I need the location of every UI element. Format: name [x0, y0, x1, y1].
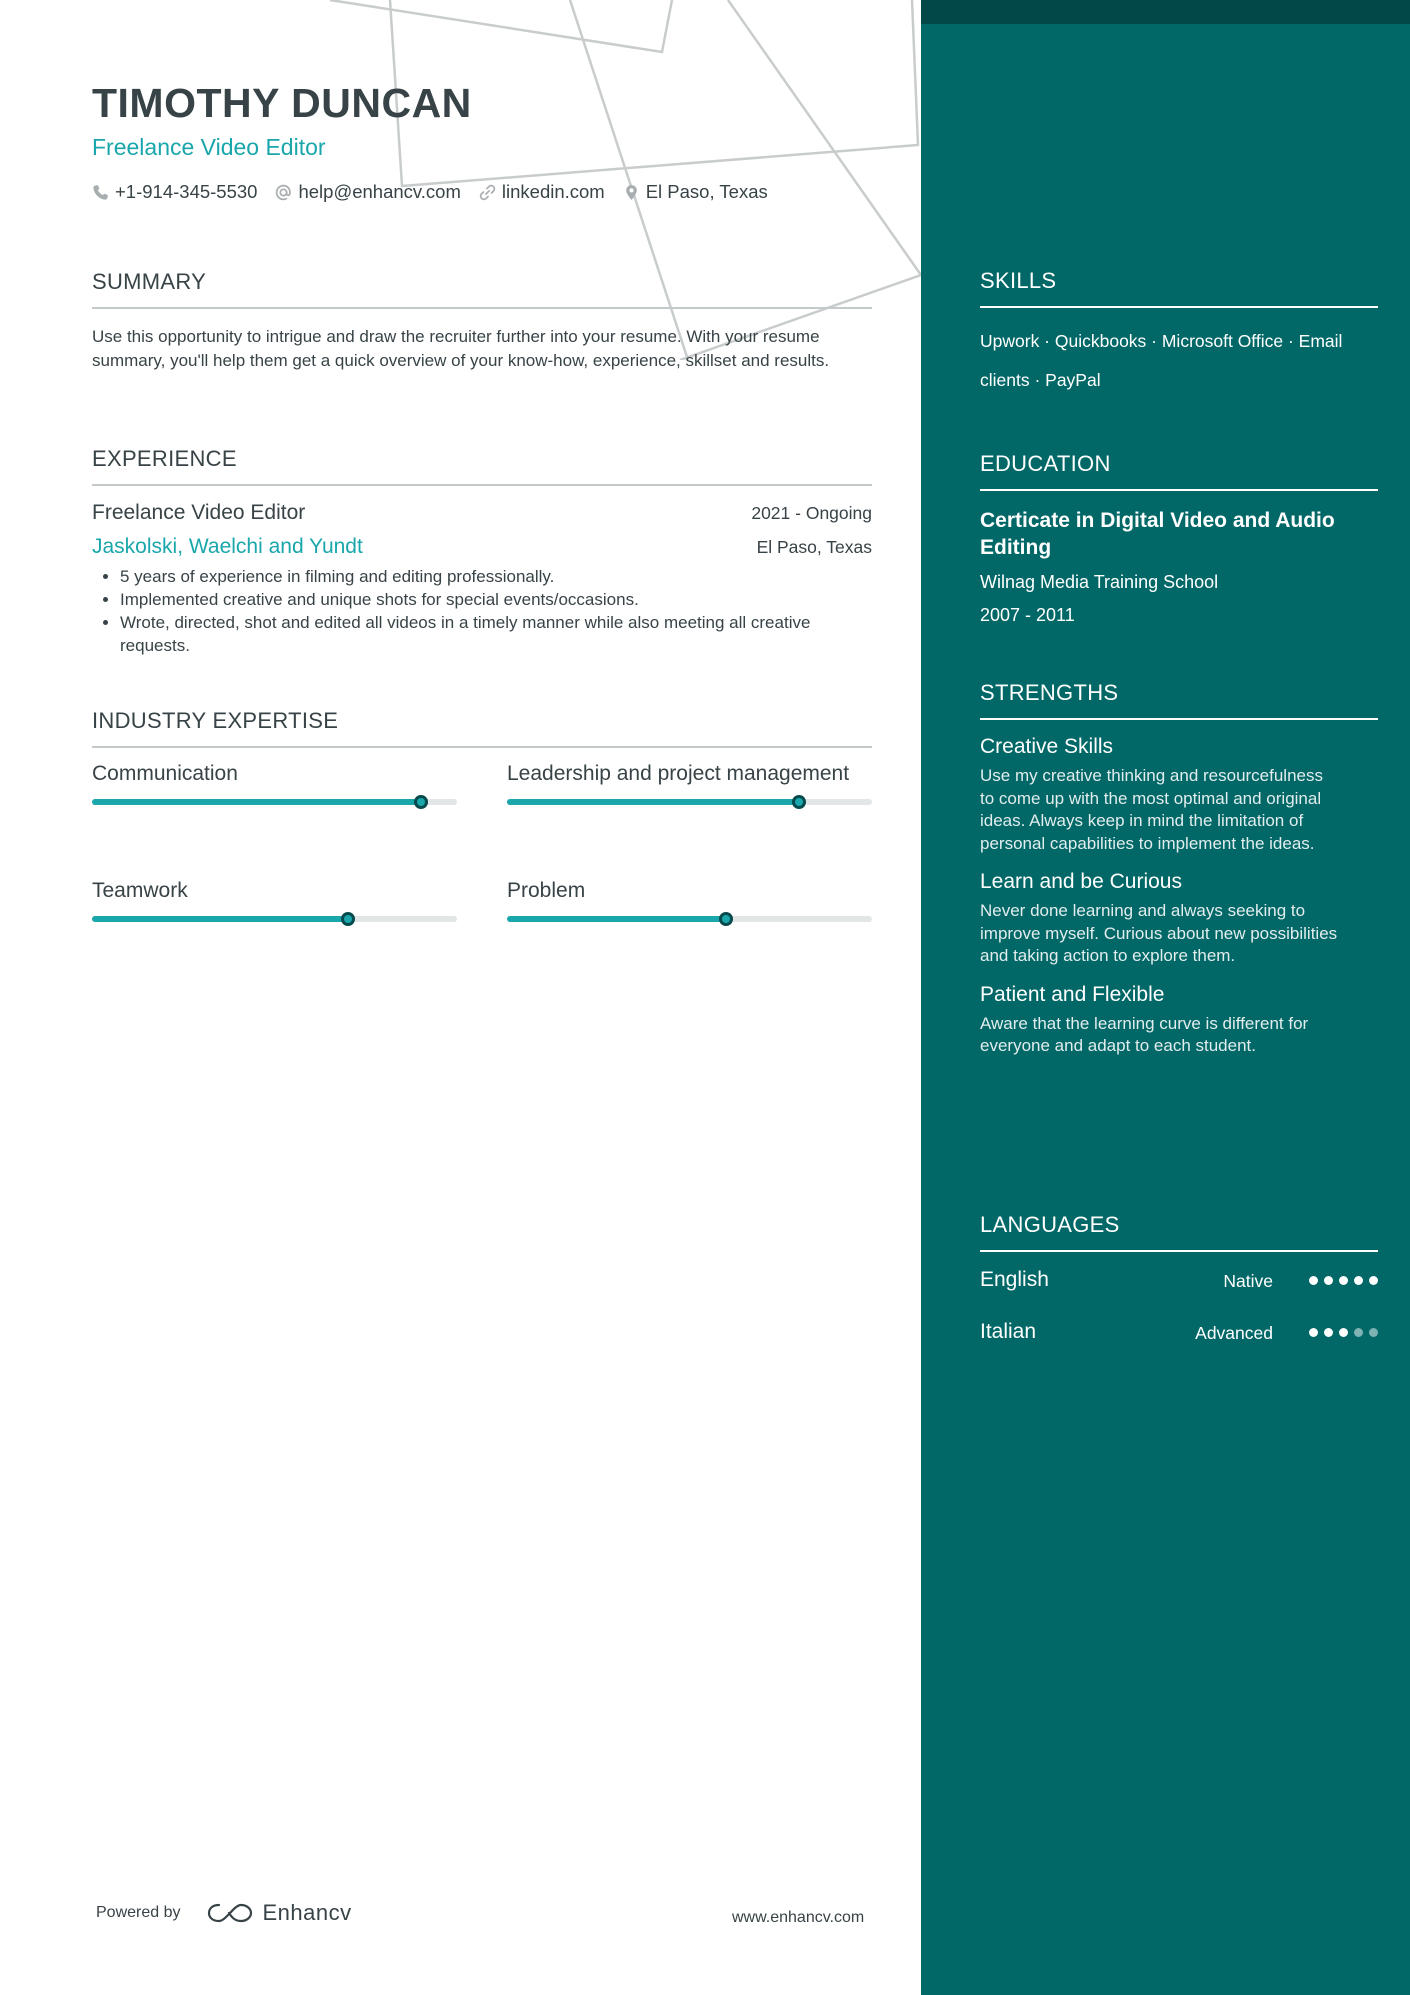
infinity-logo-icon — [207, 1902, 253, 1924]
candidate-title: Freelance Video Editor — [92, 134, 326, 160]
expertise-bar — [507, 916, 872, 922]
contact-linkedin-text: linkedin.com — [501, 181, 605, 202]
job-bullets — [92, 565, 872, 657]
language-name: Italian — [980, 1320, 1037, 1343]
map-pin-icon — [623, 184, 640, 201]
education-school: Wilnag Media Training School — [980, 572, 1219, 592]
expertise-bar-fill — [92, 799, 421, 805]
strength-description: Aware that the learning curve is different for everyone and adapt to each student. — [980, 1013, 1309, 1055]
education-degree: Certicate in Digital Video and Audio Editing — [980, 509, 1335, 559]
education-heading: EDUCATION — [980, 451, 1111, 476]
contact-email-text: help@enhancv.com — [298, 181, 461, 202]
expertise-item — [92, 877, 457, 922]
link-icon — [479, 184, 496, 201]
strength-description: Use my creative thinking and resourcefulness to come up with the most optimal and original ideas. Always keep in mind the limitation of personal capabilities to implement the ideas. — [980, 766, 1323, 853]
language-level: Advanced — [1195, 1323, 1273, 1343]
strength-item — [980, 983, 1378, 1058]
language-dot-filled — [1324, 1328, 1333, 1337]
education-section — [980, 451, 1378, 626]
language-name: English — [980, 1268, 1049, 1291]
strength-title: Learn and be Curious — [980, 870, 1182, 893]
footer-url[interactable]: www.enhancv.com — [732, 1909, 865, 1926]
sidebar — [921, 0, 1410, 1995]
expertise-bar — [92, 799, 457, 805]
strength-item — [980, 870, 1378, 968]
language-row — [980, 1304, 1378, 1356]
summary-heading: SUMMARY — [92, 269, 207, 294]
job-bullet: • 5 years of experience in filming and editing professionally. — [120, 565, 872, 588]
languages-heading: LANGUAGES — [980, 1212, 1120, 1237]
language-dots — [1309, 1328, 1378, 1337]
expertise-bar-knob — [792, 795, 806, 809]
language-dot-filled — [1339, 1276, 1348, 1285]
expertise-item — [507, 877, 872, 922]
expertise-heading: INDUSTRY EXPERTISE — [92, 708, 339, 733]
job-header — [92, 486, 872, 525]
strength-title: Creative Skills — [980, 735, 1114, 758]
contact-location-text: El Paso, Texas — [645, 181, 768, 202]
expertise-item — [507, 760, 872, 805]
expertise-label: Communication — [92, 762, 238, 785]
job-bullet: • Wrote, directed, shot and edited all videos in a timely manner while also meeting all creative requests. — [120, 611, 872, 657]
language-dot-empty — [1369, 1328, 1378, 1337]
contact-linkedin[interactable] — [479, 181, 605, 203]
job-company-row — [92, 535, 872, 559]
industry-expertise-section — [92, 708, 872, 948]
section-divider — [980, 306, 1378, 308]
phone-icon — [92, 184, 109, 201]
expertise-bar — [92, 916, 457, 922]
contact-location — [623, 181, 768, 203]
language-dot-filled — [1369, 1276, 1378, 1285]
summary-text: Use this opportunity to intrigue and draw the recruiter further into your resume. With your resume summary, you'll help them get a quick overview of your know-how, experience, skillset and results. — [92, 327, 830, 370]
strength-item — [980, 735, 1378, 855]
job-bullet: • Implemented creative and unique shots for special events/occasions. — [120, 588, 872, 611]
enhancv-logo[interactable] — [207, 1900, 352, 1926]
language-dot-filled — [1309, 1276, 1318, 1285]
section-divider — [980, 718, 1378, 720]
powered-by-label: Powered by — [96, 1904, 181, 1921]
job-company: Jaskolski, Waelchi and Yundt — [92, 535, 363, 558]
enhancv-wordmark: Enhancv — [262, 1900, 352, 1925]
language-dot-filled — [1354, 1276, 1363, 1285]
expertise-label: Problem — [507, 879, 586, 902]
expertise-bar-fill — [92, 916, 348, 922]
language-level: Native — [1223, 1271, 1273, 1291]
expertise-bar-knob — [719, 912, 733, 926]
language-dot-filled — [1339, 1328, 1348, 1337]
expertise-grid — [92, 748, 872, 948]
language-dot-empty — [1354, 1328, 1363, 1337]
contact-bar — [92, 181, 768, 203]
contact-phone[interactable] — [92, 181, 257, 203]
skills-list: Upwork · Quickbooks · Microsoft Office · Email clients · PayPal — [980, 331, 1343, 390]
footer-branding — [96, 1900, 352, 1926]
experience-section — [92, 446, 872, 657]
expertise-bar-fill — [507, 799, 799, 805]
expertise-bar — [507, 799, 872, 805]
section-divider — [92, 307, 872, 309]
language-dot-filled — [1309, 1328, 1318, 1337]
summary-section — [92, 269, 872, 373]
expertise-item — [92, 760, 457, 805]
expertise-bar-knob — [414, 795, 428, 809]
language-row — [980, 1252, 1378, 1304]
education-dates: 2007 - 2011 — [980, 605, 1075, 625]
skills-section — [980, 268, 1378, 400]
expertise-bar-fill — [507, 916, 726, 922]
candidate-name: TIMOTHY DUNCAN — [92, 80, 472, 126]
experience-heading: EXPERIENCE — [92, 446, 237, 471]
sidebar-top-band — [921, 0, 1410, 24]
strength-description: Never done learning and always seeking to improve myself. Curious about new possibilities and taking action to explore them. — [980, 901, 1338, 965]
at-icon — [275, 184, 292, 201]
strengths-section — [980, 680, 1378, 1072]
language-dots — [1309, 1276, 1378, 1285]
contact-email[interactable] — [275, 181, 460, 203]
expertise-label: Leadership and project management — [507, 762, 850, 785]
language-dot-filled — [1324, 1276, 1333, 1285]
contact-phone-text: +1-914-345-5530 — [115, 181, 258, 202]
strengths-heading: STRENGTHS — [980, 680, 1119, 705]
expertise-bar-knob — [341, 912, 355, 926]
languages-section — [980, 1212, 1378, 1356]
section-divider — [980, 489, 1378, 491]
job-dates: 2021 - Ongoing — [751, 503, 872, 523]
expertise-label: Teamwork — [92, 879, 188, 902]
skills-heading: SKILLS — [980, 268, 1057, 293]
job-location: El Paso, Texas — [756, 537, 872, 557]
job-title: Freelance Video Editor — [92, 501, 306, 524]
strength-title: Patient and Flexible — [980, 982, 1165, 1006]
